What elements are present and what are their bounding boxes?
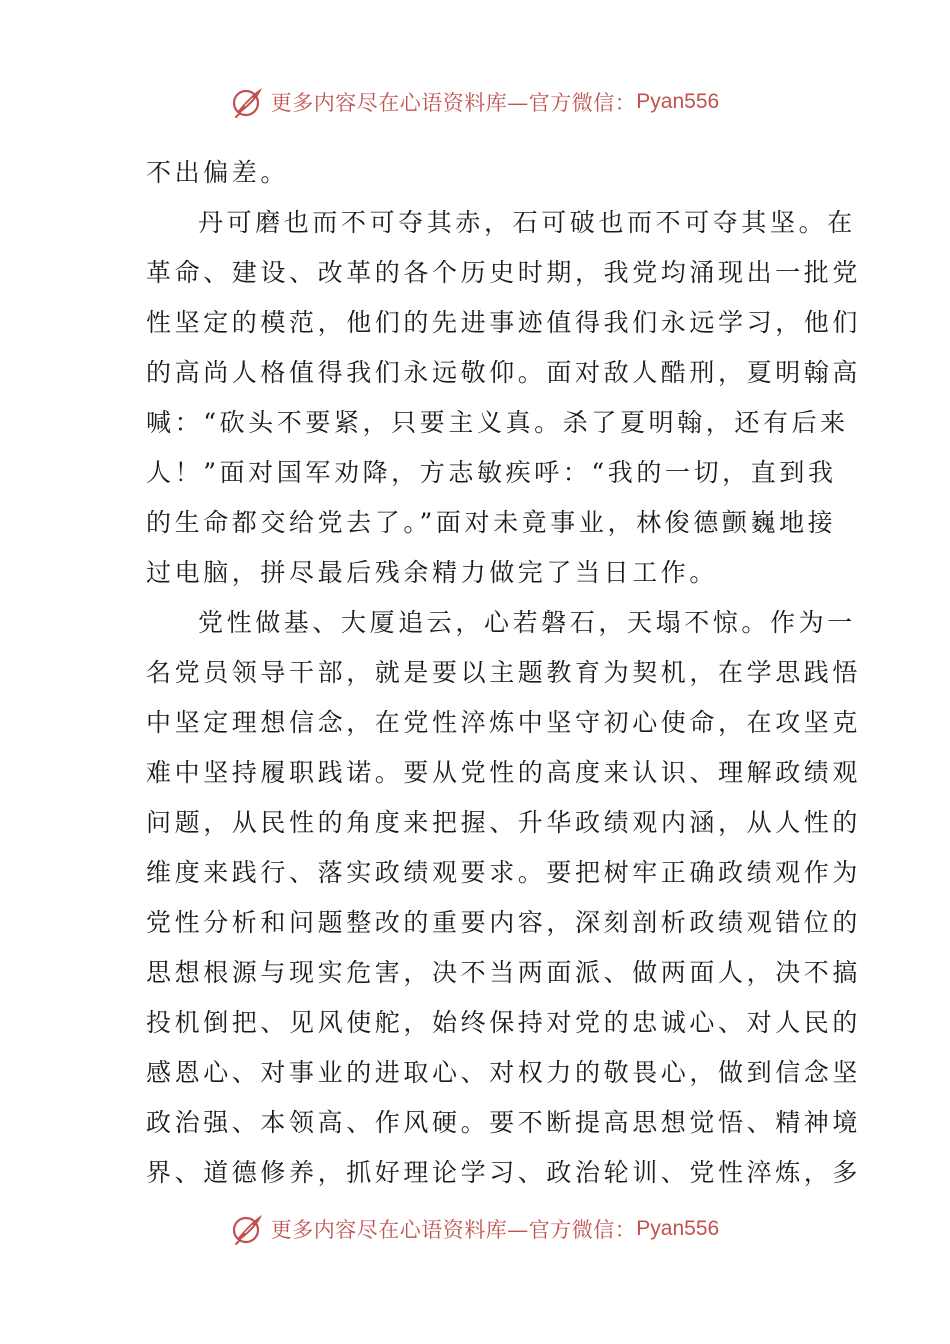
paragraph-start-line: 丹可磨也而不可夺其赤，石可破也而不可夺其坚。在 <box>198 208 856 237</box>
text-line: 问题，从民性的角度来把握、升华政绩观内涵，从人性的 <box>146 808 862 837</box>
wechat-id: Pyan556 <box>636 90 720 113</box>
text-line: 难中坚持履职践诺。要从党性的高度来认识、理解政绩观 <box>146 758 862 787</box>
header-watermark <box>0 82 950 122</box>
text-line: 性坚定的模范，他们的先进事迹值得我们永远学习，他们 <box>146 308 862 337</box>
text-line: 的生命都交给党去了。”面对未竟事业，林俊德颤巍地接 <box>146 508 837 537</box>
text-line: 维度来践行、落实政绩观要求。要把树牢正确政绩观作为 <box>146 858 862 887</box>
text-line: 喊：“砍头不要紧，只要主义真。杀了夏明翰，还有后来 <box>146 408 849 437</box>
watermark-text: 更多内容尽在心语资料库—官方微信： <box>270 91 637 115</box>
text-line: 中坚定理想信念，在党性淬炼中坚守初心使命，在攻坚克 <box>146 708 862 737</box>
text-line: 人！”面对国军劝降，方志敏疾呼：“我的一切，直到我 <box>146 458 837 487</box>
text-line: 感恩心、对事业的进取心、对权力的敬畏心，做到信念坚 <box>146 1058 862 1087</box>
wechat-id: Pyan556 <box>636 1217 720 1240</box>
text-line: 思想根源与现实危害，决不当两面派、做两面人，决不搞 <box>146 958 862 987</box>
text-line: 的高尚人格值得我们永远敬仰。面对敌人酷刑，夏明翰高 <box>146 358 862 387</box>
text-line: 党性分析和问题整改的重要内容，深刻剖析政绩观错位的 <box>146 908 862 937</box>
quill-pen-logo-icon <box>231 85 265 119</box>
text-line: 政治强、本领高、作风硬。要不断提高思想觉悟、精神境 <box>146 1108 862 1137</box>
text-line: 投机倒把、见风使舵，始终保持对党的忠诚心、对人民的 <box>146 1008 862 1037</box>
footer-watermark <box>0 1209 950 1249</box>
quill-pen-logo-icon <box>231 1212 265 1246</box>
document-body <box>146 148 862 1198</box>
text-line: 名党员领导干部，就是要以主题教育为契机，在学思践悟 <box>146 658 862 687</box>
text-line: 界、道德修养，抓好理论学习、政治轮训、党性淬炼，多 <box>146 1158 862 1187</box>
paragraph-start-line: 党性做基、大厦追云，心若磐石，天塌不惊。作为一 <box>198 608 856 637</box>
text-line: 过电脑，拼尽最后残余精力做完了当日工作。 <box>146 558 719 587</box>
text-line: 不出偏差。 <box>146 158 290 187</box>
watermark-text: 更多内容尽在心语资料库—官方微信： <box>270 1218 637 1242</box>
text-line: 革命、建设、改革的各个历史时期，我党均涌现出一批党 <box>146 258 862 287</box>
